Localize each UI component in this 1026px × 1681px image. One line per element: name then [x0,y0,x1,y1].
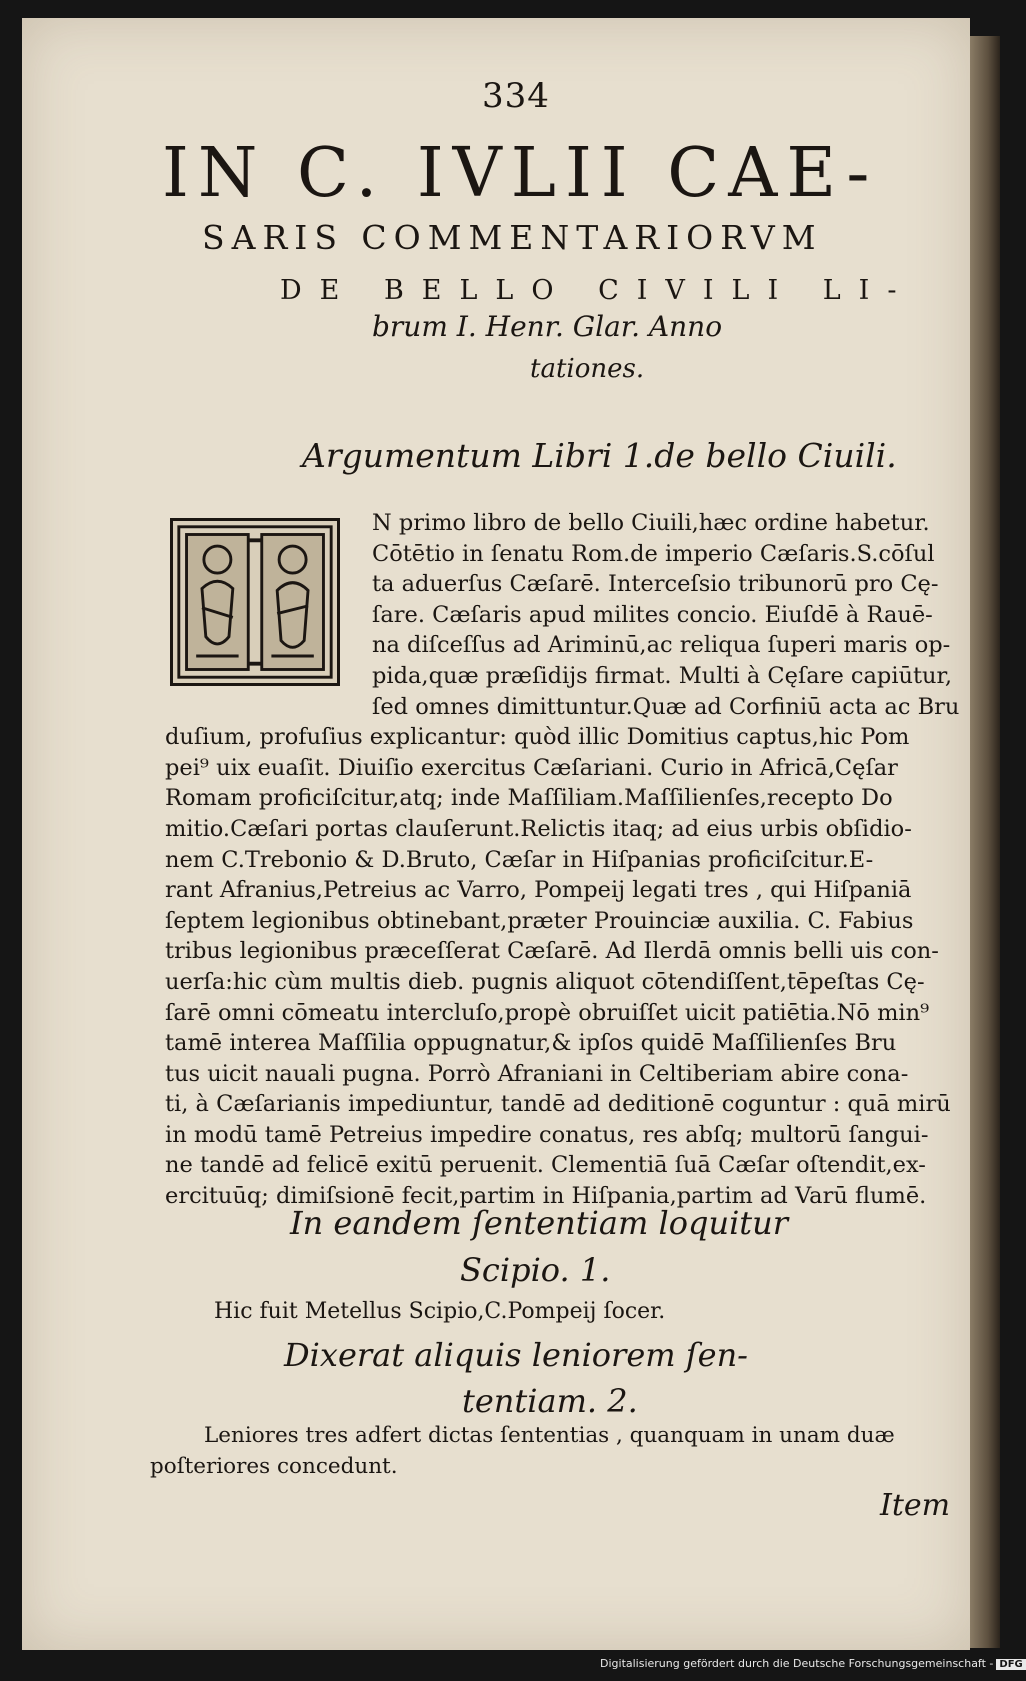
body-line: ercituūq; dimiſsionē fecit,partim in Hiſpania,partim ad Varū flumē. [165,1183,927,1210]
body-line: ta aduerſus Cæſarē. Interceſsio tribunorū pro Cę- [372,571,939,598]
note-2-line-2: poſteriores concedunt. [150,1454,398,1479]
body-line: ti, à Cæſarianis impediuntur, tandē ad deditionē coguntur : quā mirū [165,1091,951,1118]
lemma-heading-1a: In eandem ſententiam loquitur [290,1204,789,1242]
title-line-3: DE BELLO CIVILI LI- [280,275,915,306]
body-line: N primo libro de bello Ciuili,hæc ordine habetur. [372,510,930,536]
title-line-5: tationes. [530,354,645,384]
body-line: nem C.Trebonio & D.Bruto, Cæſar in Hiſpanias proficiſcitur.E- [165,846,874,873]
body-line: tribus legionibus præceſſerat Cæſarē. Ad Ilerdā omnis belli uis con- [165,938,939,965]
body-line: pida,quæ præſidijs firmat. Multi à Cęſare capiūtur, [372,662,952,689]
body-line: tamē interea Maſſilia oppugnatur,& ipſos quidē Maſſilienſes Bru [165,1030,897,1057]
title-line-4: brum I. Henr. Glar. Anno [372,310,723,343]
footer-credit [600,1657,1023,1677]
title-line-2: SARIS COMMENTARIORVM [202,218,823,257]
body-line: Cōtētio in ſenatu Rom.de imperio Cæſaris.S.cōſul [372,540,935,567]
body-line: pei⁹ uix euaſit. Diuiſio exercitus Cæſariani. Curio in Africā,Cęſar [165,754,898,781]
lemma-heading-2a: Dixerat aliquis leniorem ſen- [284,1336,748,1374]
note-1: Hic fuit Metellus Scipio,C.Pompeij ſocer. [214,1299,666,1324]
body-line: in modū tamē Petreius impedire conatus, res abſq; multorū ſangui- [165,1121,929,1148]
catchword: Item [880,1488,951,1523]
body-line: tus uicit nauali pugna. Porrò Afraniani in Celtiberiam abire cona- [165,1060,909,1087]
body-line: ſarē omni cōmeatu intercluſo,propè obruiſſet uicit patiētia.Nō min⁹ [165,999,930,1026]
body-line: Romam proficiſcitur,atq; inde Maſſiliam.Maſſilienſes,recepto Do [165,785,893,812]
note-2-line-1: Leniores tres adfert dictas ſententias , quanquam in unam duæ [204,1423,895,1448]
body-line: rant Afranius,Petreius ac Varro, Pompeij legati tres , qui Hiſpaniā [165,877,912,904]
argument-heading: Argumentum Libri 1.de bello Ciuili. [302,436,897,475]
body-line: ne tandē ad felicē exitū peruenit. Clementiā ſuā Cæſar oſtendit,ex- [165,1152,926,1179]
body-line: mitio.Cæſari portas clauſerunt.Relictis itaq; ad eius urbis obſidio- [165,815,912,842]
lemma-heading-2b: tentiam. 2. [462,1382,638,1420]
dfg-logo-badge: DFG [996,1659,1025,1670]
page-content [22,18,970,1650]
title-line-1: IN C. IVLII CAE- [162,134,879,213]
page-number: 334 [482,76,550,116]
body-line: duſium, profuſius explicantur: quòd illic Domitius captus,hic Pom [165,724,910,751]
lemma-heading-1b: Scipio. 1. [460,1251,611,1289]
footer-text: Digitalisierung gefördert durch die Deutsche Forschungsgemeinschaft - [600,1657,994,1670]
argument-body [165,508,965,1212]
body-line: ſeptem legionibus obtinebant,præter Prouinciæ auxilia. C. Fabius [165,907,914,934]
body-line: na diſceſſus ad Ariminū,ac reliqua ſuperi maris op- [372,632,951,659]
book-page [22,18,970,1650]
page-edge [970,36,1000,1648]
body-line: ſed omnes dimittuntur.Quæ ad Corfiniū acta ac Bru [372,693,960,720]
body-line: uerſa:hic cùm multis dieb. pugnis aliquot cōtendiſſent,tēpeſtas Cę- [165,968,925,995]
body-line: ſare. Cæſaris apud milites concio. Eiuſdē à Rauē- [372,601,933,628]
